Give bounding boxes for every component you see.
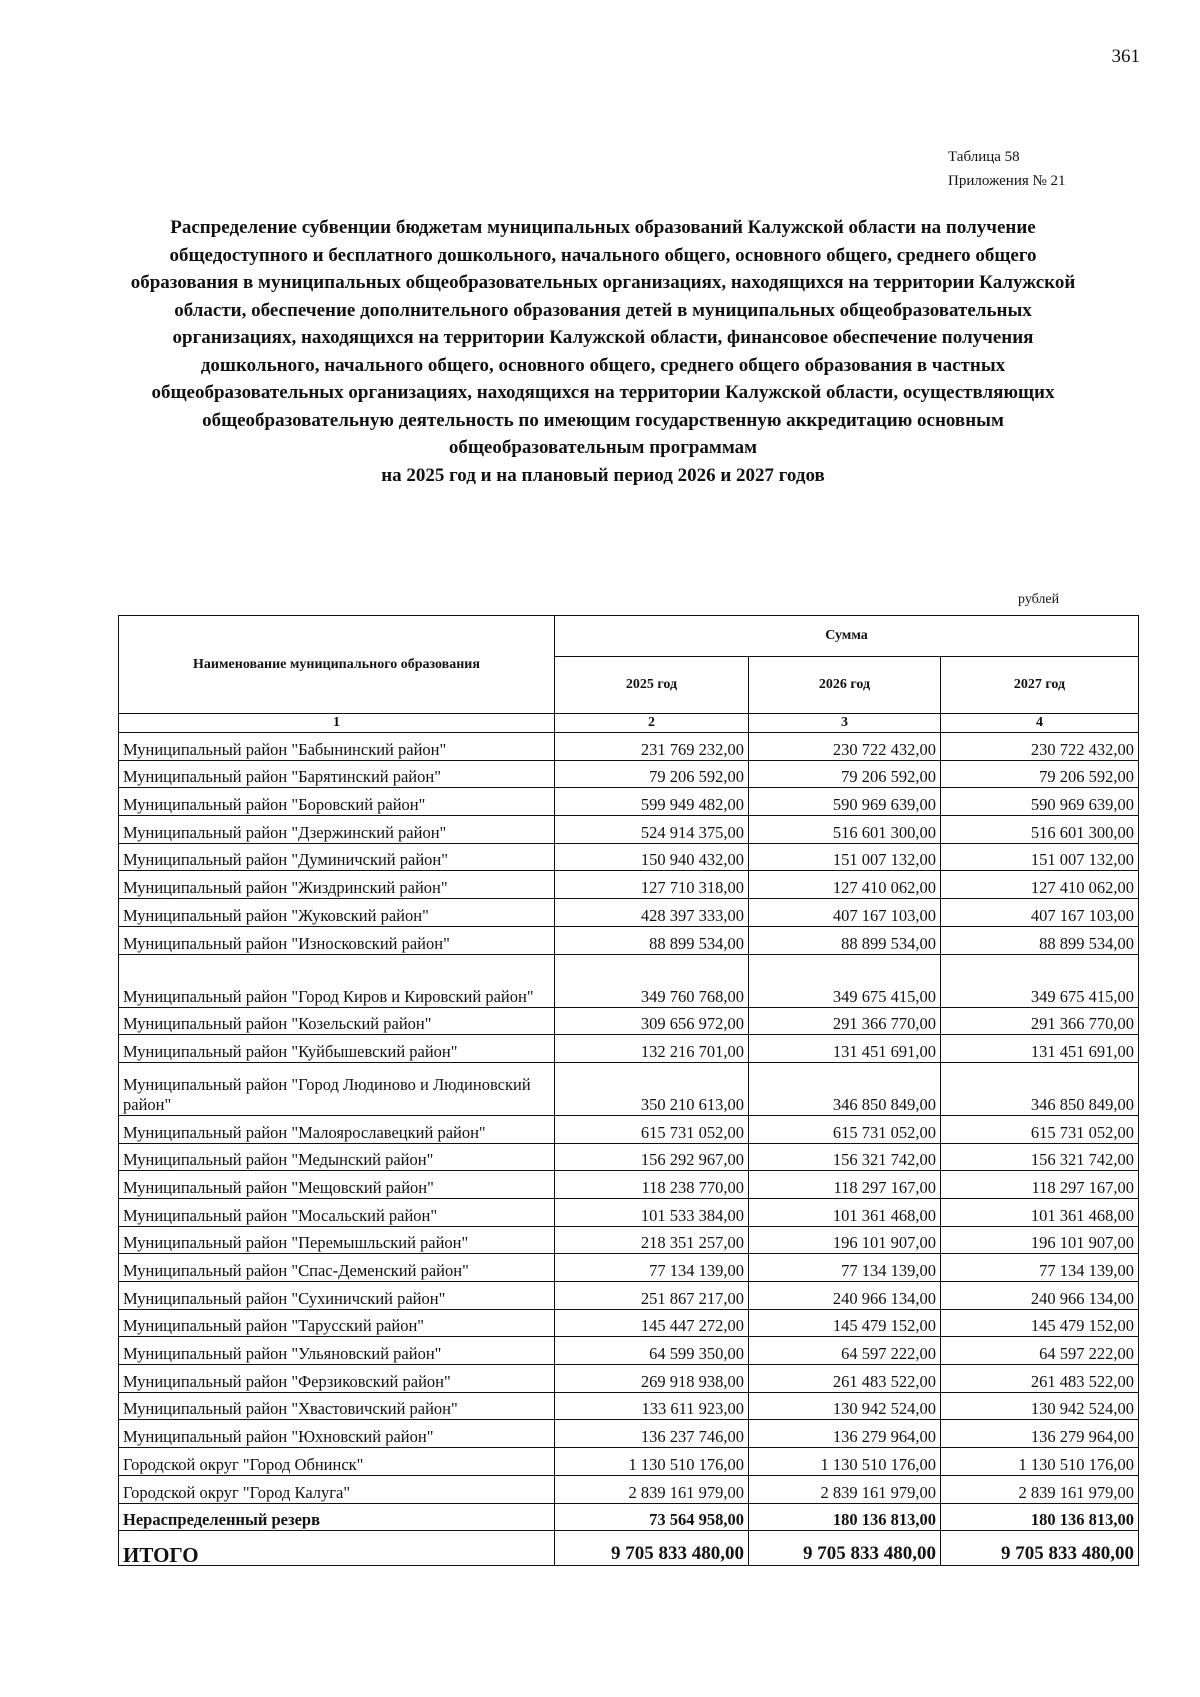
row-value-2027: 145 479 152,00 <box>941 1309 1139 1337</box>
table-row <box>119 1448 1139 1476</box>
total-2026: 9 705 833 480,00 <box>749 1531 941 1566</box>
row-value-2027: 156 321 742,00 <box>941 1143 1139 1171</box>
row-value-2027: 79 206 592,00 <box>941 760 1139 788</box>
row-value-2025: 77 134 139,00 <box>555 1254 749 1282</box>
table-row <box>119 1035 1139 1063</box>
table-row <box>119 1282 1139 1310</box>
row-name: Муниципальный район "Куйбышевский район" <box>119 1035 555 1063</box>
row-value-2025: 101 533 384,00 <box>555 1198 749 1226</box>
table-row <box>119 1171 1139 1199</box>
table-row <box>119 1007 1139 1035</box>
row-value-2027: 230 722 432,00 <box>941 733 1139 761</box>
row-value-2027: 88 899 534,00 <box>941 926 1139 954</box>
row-value-2025: 269 918 938,00 <box>555 1365 749 1393</box>
row-value-2027: 151 007 132,00 <box>941 843 1139 871</box>
row-value-2025: 349 760 768,00 <box>555 954 749 1007</box>
row-value-2027: 127 410 062,00 <box>941 871 1139 899</box>
row-value-2026: 2 839 161 979,00 <box>749 1475 941 1503</box>
row-name: Муниципальный район "Бабынинский район" <box>119 733 555 761</box>
table-row <box>119 1143 1139 1171</box>
row-name: Муниципальный район "Жуковский район" <box>119 899 555 927</box>
row-name: Муниципальный район "Перемышльский район" <box>119 1226 555 1254</box>
row-value-2026: 407 167 103,00 <box>749 899 941 927</box>
row-value-2025: 133 611 923,00 <box>555 1392 749 1420</box>
row-value-2025: 309 656 972,00 <box>555 1007 749 1035</box>
table-row <box>119 1226 1139 1254</box>
table-row <box>119 954 1139 1007</box>
row-name: Муниципальный район "Медынский район" <box>119 1143 555 1171</box>
row-value-2025: 127 710 318,00 <box>555 871 749 899</box>
table-row <box>119 1254 1139 1282</box>
row-name: Муниципальный район "Ферзиковский район" <box>119 1365 555 1393</box>
row-value-2026: 346 850 849,00 <box>749 1062 941 1115</box>
row-value-2026: 131 451 691,00 <box>749 1035 941 1063</box>
row-value-2025: 2 839 161 979,00 <box>555 1475 749 1503</box>
table-row <box>119 788 1139 816</box>
row-value-2026: 77 134 139,00 <box>749 1254 941 1282</box>
table-row <box>119 1365 1139 1393</box>
reserve-row <box>119 1503 1139 1531</box>
col-number-4: 4 <box>941 714 1139 733</box>
row-value-2026: 79 206 592,00 <box>749 760 941 788</box>
table-row <box>119 1475 1139 1503</box>
table-ref-line1: Таблица 58 <box>948 149 1020 165</box>
subvention-table <box>118 615 1139 1566</box>
row-value-2027: 131 451 691,00 <box>941 1035 1139 1063</box>
document-title <box>120 214 1086 489</box>
row-value-2026: 230 722 432,00 <box>749 733 941 761</box>
row-name: Муниципальный район "Хвастовичский район" <box>119 1392 555 1420</box>
table-ref-line2: Приложения № 21 <box>948 173 1066 189</box>
reserve-2027: 180 136 813,00 <box>941 1503 1139 1531</box>
row-value-2026: 88 899 534,00 <box>749 926 941 954</box>
row-value-2025: 615 731 052,00 <box>555 1115 749 1143</box>
row-name: Муниципальный район "Сухиничский район" <box>119 1282 555 1310</box>
total-name: ИТОГО <box>119 1531 555 1566</box>
row-value-2027: 590 969 639,00 <box>941 788 1139 816</box>
row-value-2026: 516 601 300,00 <box>749 816 941 844</box>
row-value-2025: 350 210 613,00 <box>555 1062 749 1115</box>
title-text: Распределение субвенции бюджетам муниципальных образований Калужской области на получение общедоступного и бесплатного дошкольного, начального общего, основного общего, среднего общего образования в муниципальных общеобразовательных организациях, находящихся на территории Калужской области, обеспечение дополнительного образования детей в муниципальных общеобразовательных организациях, находящихся на территории Калужской области, финансовое обеспечение получения дошкольного, начального общего, основного общего, среднего общего образования в частных общеобразовательных организациях, находящихся на территории Калужской области, осуществляющих общеобразовательную деятельность по имеющим государственную аккредитацию основным общеобразовательным программам <box>130 217 1076 458</box>
row-value-2026: 615 731 052,00 <box>749 1115 941 1143</box>
table-reference <box>948 145 1066 193</box>
reserve-2025: 73 564 958,00 <box>555 1503 749 1531</box>
row-value-2026: 127 410 062,00 <box>749 871 941 899</box>
col-name-header: Наименование муниципального образования <box>119 616 555 714</box>
table-row <box>119 1115 1139 1143</box>
year-header-2027: 2027 год <box>941 657 1139 714</box>
row-value-2025: 218 351 257,00 <box>555 1226 749 1254</box>
row-name: Муниципальный район "Боровский район" <box>119 788 555 816</box>
row-value-2025: 118 238 770,00 <box>555 1171 749 1199</box>
row-name: Муниципальный район "Тарусский район" <box>119 1309 555 1337</box>
table-row <box>119 843 1139 871</box>
row-name: Муниципальный район "Юхновский район" <box>119 1420 555 1448</box>
total-2027: 9 705 833 480,00 <box>941 1531 1139 1566</box>
row-value-2027: 118 297 167,00 <box>941 1171 1139 1199</box>
col-number-1: 1 <box>119 714 555 733</box>
table-row <box>119 871 1139 899</box>
table-row <box>119 1309 1139 1337</box>
row-value-2025: 64 599 350,00 <box>555 1337 749 1365</box>
row-name: Муниципальный район "Дзержинский район" <box>119 816 555 844</box>
total-row <box>119 1531 1139 1566</box>
table-row <box>119 1337 1139 1365</box>
page-number: 361 <box>1111 46 1140 67</box>
row-value-2027: 1 130 510 176,00 <box>941 1448 1139 1476</box>
row-value-2025: 599 949 482,00 <box>555 788 749 816</box>
row-value-2025: 231 769 232,00 <box>555 733 749 761</box>
table-row <box>119 1198 1139 1226</box>
row-value-2025: 145 447 272,00 <box>555 1309 749 1337</box>
row-value-2026: 196 101 907,00 <box>749 1226 941 1254</box>
col-number-2: 2 <box>555 714 749 733</box>
table-row <box>119 816 1139 844</box>
row-name: Муниципальный район "Город Людиново и Людиновский район" <box>119 1062 555 1115</box>
table-row <box>119 733 1139 761</box>
row-value-2027: 130 942 524,00 <box>941 1392 1139 1420</box>
row-name: Городской округ "Город Калуга" <box>119 1475 555 1503</box>
row-value-2025: 88 899 534,00 <box>555 926 749 954</box>
row-name: Муниципальный район "Ульяновский район" <box>119 1337 555 1365</box>
row-value-2026: 156 321 742,00 <box>749 1143 941 1171</box>
row-name: Муниципальный район "Износковский район" <box>119 926 555 954</box>
reserve-name: Нераспределенный резерв <box>119 1503 555 1531</box>
row-value-2027: 346 850 849,00 <box>941 1062 1139 1115</box>
row-value-2027: 516 601 300,00 <box>941 816 1139 844</box>
row-value-2027: 240 966 134,00 <box>941 1282 1139 1310</box>
row-value-2026: 349 675 415,00 <box>749 954 941 1007</box>
reserve-2026: 180 136 813,00 <box>749 1503 941 1531</box>
row-name: Муниципальный район "Малоярославецкий район" <box>119 1115 555 1143</box>
row-value-2027: 2 839 161 979,00 <box>941 1475 1139 1503</box>
row-value-2025: 524 914 375,00 <box>555 816 749 844</box>
table-row <box>119 1392 1139 1420</box>
row-name: Муниципальный район "Барятинский район" <box>119 760 555 788</box>
row-value-2025: 136 237 746,00 <box>555 1420 749 1448</box>
col-number-3: 3 <box>749 714 941 733</box>
row-name: Муниципальный район "Козельский район" <box>119 1007 555 1035</box>
row-value-2026: 261 483 522,00 <box>749 1365 941 1393</box>
table-body <box>119 733 1139 1566</box>
row-value-2026: 291 366 770,00 <box>749 1007 941 1035</box>
row-value-2026: 136 279 964,00 <box>749 1420 941 1448</box>
row-value-2025: 1 130 510 176,00 <box>555 1448 749 1476</box>
row-value-2025: 156 292 967,00 <box>555 1143 749 1171</box>
row-value-2026: 118 297 167,00 <box>749 1171 941 1199</box>
total-2025: 9 705 833 480,00 <box>555 1531 749 1566</box>
row-name: Муниципальный район "Мещовский район" <box>119 1171 555 1199</box>
row-value-2026: 590 969 639,00 <box>749 788 941 816</box>
row-value-2026: 130 942 524,00 <box>749 1392 941 1420</box>
row-value-2025: 132 216 701,00 <box>555 1035 749 1063</box>
sum-header: Сумма <box>555 616 1139 657</box>
row-name: Муниципальный район "Спас-Деменский район" <box>119 1254 555 1282</box>
row-value-2027: 64 597 222,00 <box>941 1337 1139 1365</box>
table-row <box>119 760 1139 788</box>
row-value-2025: 251 867 217,00 <box>555 1282 749 1310</box>
row-value-2027: 101 361 468,00 <box>941 1198 1139 1226</box>
row-name: Городской округ "Город Обнинск" <box>119 1448 555 1476</box>
table-row <box>119 899 1139 927</box>
row-value-2027: 407 167 103,00 <box>941 899 1139 927</box>
row-value-2027: 196 101 907,00 <box>941 1226 1139 1254</box>
year-header-2025: 2025 год <box>555 657 749 714</box>
row-value-2026: 64 597 222,00 <box>749 1337 941 1365</box>
row-value-2025: 79 206 592,00 <box>555 760 749 788</box>
row-value-2027: 136 279 964,00 <box>941 1420 1139 1448</box>
row-value-2025: 428 397 333,00 <box>555 899 749 927</box>
row-value-2027: 261 483 522,00 <box>941 1365 1139 1393</box>
table-row <box>119 926 1139 954</box>
row-value-2025: 150 940 432,00 <box>555 843 749 871</box>
row-name: Муниципальный район "Город Киров и Кировский район" <box>119 954 555 1007</box>
row-name: Муниципальный район "Мосальский район" <box>119 1198 555 1226</box>
row-name: Муниципальный район "Жиздринский район" <box>119 871 555 899</box>
row-value-2026: 151 007 132,00 <box>749 843 941 871</box>
table-row <box>119 1062 1139 1115</box>
row-value-2027: 77 134 139,00 <box>941 1254 1139 1282</box>
row-value-2026: 1 130 510 176,00 <box>749 1448 941 1476</box>
row-value-2027: 291 366 770,00 <box>941 1007 1139 1035</box>
year-header-2026: 2026 год <box>749 657 941 714</box>
row-value-2027: 349 675 415,00 <box>941 954 1139 1007</box>
row-value-2026: 145 479 152,00 <box>749 1309 941 1337</box>
table-row <box>119 1420 1139 1448</box>
row-value-2027: 615 731 052,00 <box>941 1115 1139 1143</box>
row-value-2026: 240 966 134,00 <box>749 1282 941 1310</box>
row-value-2026: 101 361 468,00 <box>749 1198 941 1226</box>
units-label: рублей <box>1018 592 1060 607</box>
subtitle-text: на 2025 год и на плановый период 2026 и 2027 годов <box>381 464 825 486</box>
row-name: Муниципальный район "Думиничский район" <box>119 843 555 871</box>
